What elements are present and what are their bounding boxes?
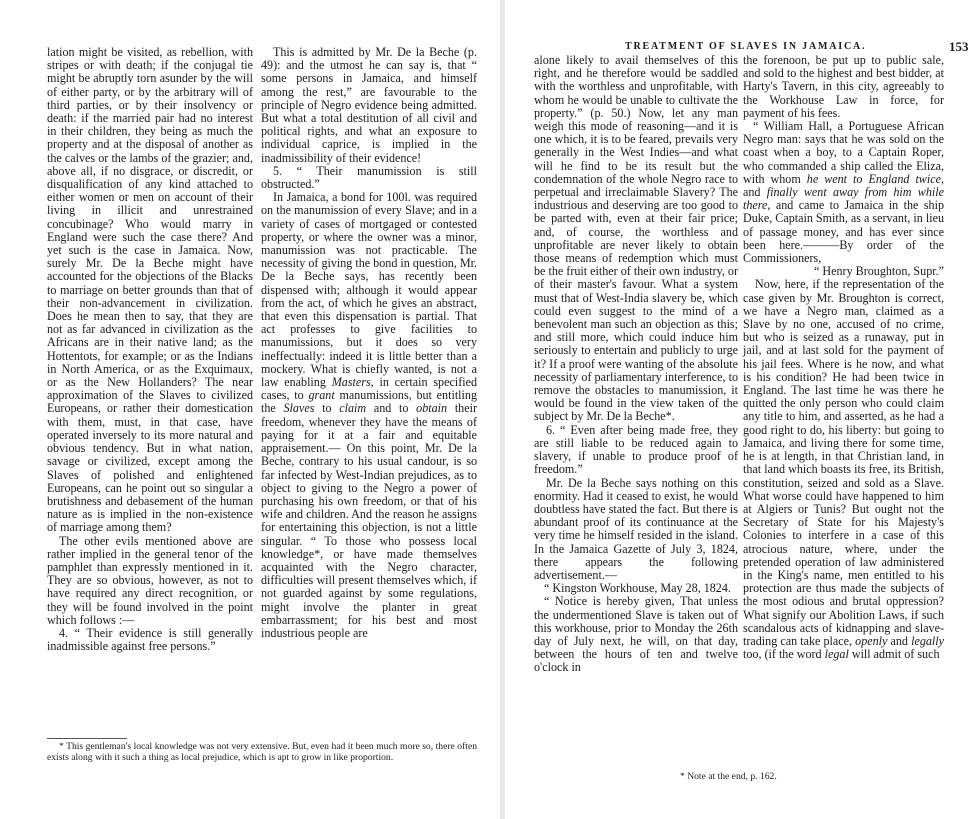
page-number: 153 [949,39,969,54]
paragraph [261,191,477,640]
paragraph: 4. “ Their evidence is still generally inadmissible against free persons.” [47,625,253,654]
emphasis: he went to England twice [806,171,941,186]
text-run: Now, here, if the representation of the case given by Mr. Broughton is correct, we have a Negro man, claimed as a Slave by no one, accused of no crime, but who is seized as a runaway, put in jail, and at last sold for the payment of his jail fees. Where is he now, and what is his condition? He had been twice in England. The last time he was there he quitted the only person who could claim any title to him, and asserted, as he had a good right to do, his liberty: but going to Jamaica, and living there for some time, he is at length, in that Christian land, in that land which boasts its free, its British, constitution, seized and sold as a Slave. What worse could have happened to him at Algiers or Tunis? But ought not the Secretary of State for his Majesty's Colonies to interfere in a case of this atrocious nature, where, under the pretended operation of law administered in the King's name, men entitled to his protection are thus made the subjects of the most odious and brutal oppression? What signify our Abolition Laws, if such scandalous acts of kidnapping and slave-trading can take place, [743,277,944,648]
paragraph: the forenoon, be put up to public sale, and sold to the highest and best bidder, at Harty's Tavern, in this city, agreeably to the Workhouse Law in force, for payment of his fees. [743,53,944,120]
paragraph [743,120,944,265]
paragraph: 5. “ Their manumission is still obstructed.” [261,163,477,192]
text-run: manumissions, but entitling the [261,388,477,416]
emphasis: claim [339,401,367,416]
right-page-column-2 [743,54,944,661]
paragraph: lation might be visited, as rebellion, with stripes or with death; if the conjugal tie might be abruptly torn asunder by the will of either party, or by the arbitrary will of third parties, or by their insolvency or death: if the married pair had no interest in their children, they being as much the property and at the disposal of another as the calves or the lambs of the grazier; and, above all, if no disgrace, or discredit, or disqualification of any kind attached to either women or men on account of their living in illicit and unrestrained concubinage? Who would marry in England were such the case there? And yet such is the case in Jamaica. Now, surely Mr. De la Beche might have accounted for the objections of the Blacks to marriage on better grounds than that of their non-advancement in civilization. Does he mean then to say, that they are not as far advanced in civilization as the Africans are in their native land; as the Hottentots, for example; or as the Indians in North America, or as the Exquimaux, or as the New Hollanders? The near approximation of the Slaves to civilized Europeans, or rather their domestication with them, must, in that case, have operated inversely to its more natural and obvious tendency. But in what nation, savage or civilized, except among the Slaves of polished and enlightened Europeans, can he point out so singular a brutishness and debasement of the human nature as is implied in the non-existence of marriage among them? [47,45,253,535]
paragraph: The other evils mentioned above are rather implied in the general tenor of the pamphlet than expressly mentioned in it. They are so obvious, however, as not to have required any direct recognition, or they will be found involved in the point which follows :— [47,533,253,627]
paragraph: “ Notice is hereby given, That unless the undermentioned Slave is taken out of this workhouse, prior to Monday the 26th day of July next, he will, on that day, between the hours of ten and twelve o'clock in [534,594,738,675]
emphasis: legal [824,647,849,662]
text-run: to [314,401,340,416]
text-run: “ William Hall, a Portuguese African Negro man: says that he was sold on the coast when a boy, to a Captain Roper, who commanded a ship called the Eliza, with whom [743,119,944,186]
left-page-column-1 [47,46,253,653]
right-page-column-1 [534,54,738,675]
text-run: , in certain specified cases, to [261,375,477,403]
dateline: “ Kingston Workhouse, May 28, 1824. [544,581,731,596]
emphasis: openly [855,633,888,648]
right-page [505,0,980,819]
footnote-rule [47,738,127,739]
text-run: will admit of such [848,647,940,662]
running-header: TREATMENT OF SLAVES IN JAMAICA. [625,41,867,52]
paragraph: 6. “ Even after being made free, they are still liable to be reduced again to slavery, if unable to produce proof of freedom.” [534,422,738,477]
left-page-column-2 [261,46,477,640]
paragraph: This is admitted by Mr. De la Beche (p. 49): and the utmost he can say is, that “ some persons in Jamaica, and himself among the rest,” are favourable to the principle of Negro evidence being admitted. But what a total destitution of all civil and political rights, and what an exposure to individual caprice, is implied in the inadmissibility of their evidence! [261,45,477,165]
text-run: too, (if the word [743,647,825,662]
emphasis: legally [911,633,945,648]
emphasis: grant [308,388,335,403]
paragraph: Mr. De la Beche says nothing on this enormity. Had it ceased to exist, he would doubtless have stated the fact. But there is abundant proof of its continuance at the very time he himself resided in the island. In the Jamaica Gazette of July 3, 1824, there appears the following advertisement.— [534,475,738,582]
footnote-text: * This gentleman's local knowledge was not very extensive. But, even had it been much more so, there often exists along with it such a thing as local prejudice, which is apt to grow in like proportion. [47,741,477,763]
text-run: and [887,633,912,648]
emphasis: finally went away from him while there [743,185,944,213]
endnote-reference: * Note at the end, p. 162. [680,771,777,782]
signature: “ Henry Broughton, Supr.” [814,264,944,279]
text-run: their freedom, whenever they have the means of paying for it at a fair and equitable appraisement.— On this point, Mr. De la Beche, contrary to his usual candour, is so far infected by West-Indian prejudices, as to object to giving to the Negro a power of purchasing his own freedom, or that of his wife and children. And the reason he assigns for entertaining this objection, is not a little singular. “ To those who possess local knowledge*, or have made themselves acquainted with the Negro character, difficulties will present themselves which, if not guarded against by some regulations, might involve the planter in great embarrassment; for his best and most industrious people are [261,401,477,640]
emphasis: Slaves [283,401,315,416]
footnote [47,741,477,763]
text-run: , and [743,171,944,200]
text-run: In Jamaica, a bond for 100l. was required on the manumission of every Slave; and in a variety of cases of mortgaged or contested property, or where the owner was a minor, manumission was not practicable. The necessity of giving the bond in question, Mr. De la Beche says, has recently been dispensed with; although it would appear from the act, of which he gives an abstract, that even this dispensation is partial. That act professes to give facilities to manumissions, but it does so very ineffectually: indeed it is little better than a mockery. What is chiefly wanted, is not a law enabling [261,190,477,390]
emphasis: Masters [331,375,371,390]
text-run: and to [366,401,417,416]
paragraph: alone likely to avail themselves of this right, and he therefore would be saddled with the worthless and unprofitable, with whom he would be unable to cultivate the property.” (p. 50.) Now, let any man weigh this mode of reasoning—and it is one which, it is to be feared, prevails very generally in the West Indies—and what will he find to be its result but the condemnation of the whole Negro race to perpetual and irreclaimable Slavery? The industrious and deserving are too good to be parted with, even at their fair price; and, of course, the worthless and unprofitable are never likely to obtain those means of redemption which must be the fruit either of their own industry, or of their master's favour. What a system must that of West-India slavery be, which could even suggest to the mind of a benevolent man such an objection as this; and still more, which could induce him seriously to entertain and publicly to urge it? If a proof were wanting of the absolute necessity of parliamentary interference, to remove the obstacles to manumission, it would be found in the view taken of the subject by Mr. De la Beche*. [534,53,738,424]
paragraph [743,278,944,661]
emphasis: obtain [416,401,448,416]
text-run: , and came to Jamaica in the ship Duke, Captain Smith, as a servant, in lieu of passage money, and has ever since been here.———By order of the Commissioners, [743,198,944,266]
